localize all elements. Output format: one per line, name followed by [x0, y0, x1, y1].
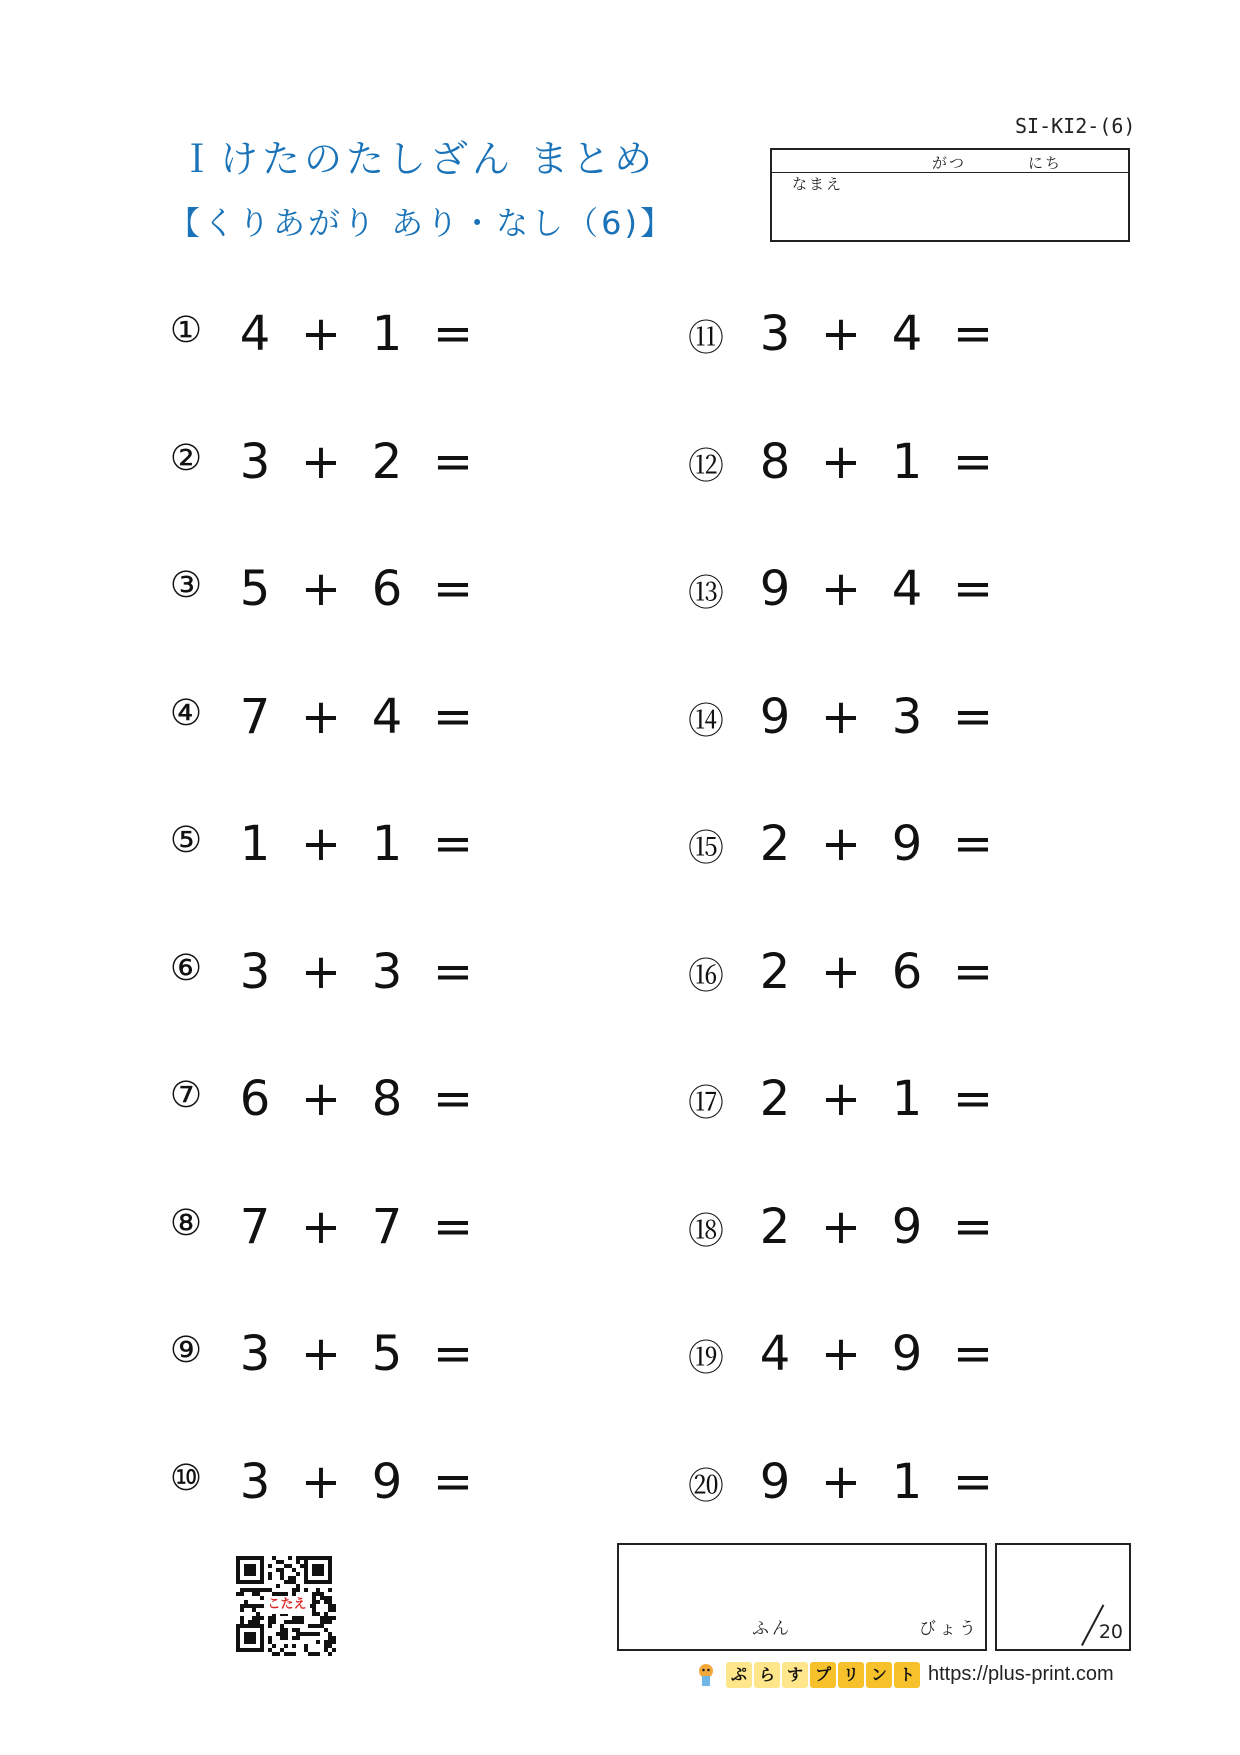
second-addend: 2	[371, 434, 403, 490]
logo-char: ト	[894, 1662, 920, 1688]
problem-number: ⑮	[687, 828, 724, 869]
second-addend: 4	[371, 689, 403, 745]
problem-number: ⑬	[687, 573, 724, 614]
second-addend: 9	[891, 1326, 923, 1382]
first-addend: 3	[239, 1326, 271, 1382]
equals-sign: =	[952, 1199, 994, 1255]
second-addend: 1	[891, 1071, 923, 1127]
problem-item	[682, 434, 1012, 494]
problem-item	[162, 1454, 492, 1514]
equals-sign: =	[432, 816, 474, 872]
minutes-label: ふん	[752, 1619, 792, 1639]
qr-answer-label: こたえ	[264, 1596, 310, 1614]
day-label: にち	[1028, 154, 1063, 172]
equals-sign: =	[432, 434, 474, 490]
second-addend: 9	[891, 816, 923, 872]
first-addend: 9	[759, 561, 791, 617]
problem-number: ⑧	[169, 1203, 203, 1244]
logo-char: ぷ	[726, 1662, 752, 1688]
problem-number: ⑰	[687, 1083, 724, 1124]
problem-item	[682, 1454, 1012, 1514]
problem-number: ④	[169, 693, 203, 734]
problem-number: ②	[169, 438, 203, 479]
problem-item	[682, 944, 1012, 1004]
equals-sign: =	[432, 561, 474, 617]
problem-number: ⑩	[169, 1458, 203, 1499]
problem-item	[162, 1199, 492, 1259]
second-addend: 1	[891, 1454, 923, 1510]
equals-sign: =	[432, 1199, 474, 1255]
first-addend: 2	[759, 944, 791, 1000]
seconds-label: びょう	[919, 1619, 979, 1639]
second-addend: 1	[891, 434, 923, 490]
logo-char: プ	[810, 1662, 836, 1688]
equals-sign: =	[952, 816, 994, 872]
problem-number: ⑪	[687, 318, 724, 359]
equals-sign: =	[432, 1454, 474, 1510]
second-addend: 6	[891, 944, 923, 1000]
problem-item	[682, 306, 1012, 366]
plus-sign: +	[300, 434, 342, 490]
first-addend: 2	[759, 1199, 791, 1255]
plus-sign: +	[820, 1454, 862, 1510]
equals-sign: =	[432, 1071, 474, 1127]
problem-item	[162, 561, 492, 621]
plus-sign: +	[820, 1326, 862, 1382]
problem-number: ①	[169, 310, 203, 351]
logo-char: ら	[754, 1662, 780, 1688]
pencil-mascot-icon	[693, 1662, 719, 1688]
problem-number: ⑯	[687, 956, 724, 997]
problem-item	[682, 1199, 1012, 1259]
plus-sign: +	[820, 1071, 862, 1127]
second-addend: 6	[371, 561, 403, 617]
plus-sign: +	[300, 1199, 342, 1255]
plus-sign: +	[300, 306, 342, 362]
month-label: がつ	[932, 154, 967, 172]
first-addend: 1	[239, 816, 271, 872]
equals-sign: =	[432, 944, 474, 1000]
second-addend: 4	[891, 561, 923, 617]
first-addend: 8	[759, 434, 791, 490]
equals-sign: =	[432, 306, 474, 362]
first-addend: 5	[239, 561, 271, 617]
problem-number: ⑱	[687, 1211, 724, 1252]
plus-sign: +	[820, 561, 862, 617]
problem-item	[682, 1071, 1012, 1131]
plus-sign: +	[300, 689, 342, 745]
problem-item	[162, 434, 492, 494]
answer-qr-code[interactable]	[236, 1556, 336, 1656]
plus-sign: +	[820, 306, 862, 362]
plus-sign: +	[820, 434, 862, 490]
problem-number: ⑤	[169, 820, 203, 861]
plus-sign: +	[300, 1071, 342, 1127]
second-addend: 4	[891, 306, 923, 362]
plus-sign: +	[820, 944, 862, 1000]
second-addend: 7	[371, 1199, 403, 1255]
logo-char: ン	[866, 1662, 892, 1688]
equals-sign: =	[432, 1326, 474, 1382]
problem-item	[682, 561, 1012, 621]
brand-logo	[726, 1662, 922, 1688]
second-addend: 1	[371, 306, 403, 362]
logo-char: リ	[838, 1662, 864, 1688]
second-addend: 1	[371, 816, 403, 872]
problem-item	[682, 816, 1012, 876]
problem-number: ⑨	[169, 1330, 203, 1371]
equals-sign: =	[952, 561, 994, 617]
first-addend: 3	[239, 944, 271, 1000]
problem-number: ⑫	[687, 446, 724, 487]
first-addend: 4	[239, 306, 271, 362]
problem-item	[682, 689, 1012, 749]
worksheet-subtitle: 【くりあがり あり・なし（6)】	[168, 204, 676, 242]
first-addend: 7	[239, 689, 271, 745]
first-addend: 9	[759, 1454, 791, 1510]
score-total: 20	[1098, 1621, 1123, 1643]
equals-sign: =	[952, 1071, 994, 1127]
problem-number: ⑦	[169, 1075, 203, 1116]
worksheet-title: Ｉけたのたしざん まとめ	[178, 137, 657, 181]
first-addend: 6	[239, 1071, 271, 1127]
plus-sign: +	[820, 1199, 862, 1255]
equals-sign: =	[952, 1454, 994, 1510]
problem-item	[162, 944, 492, 1004]
time-box	[617, 1543, 987, 1651]
second-addend: 3	[371, 944, 403, 1000]
plus-sign: +	[300, 816, 342, 872]
problem-number: ③	[169, 565, 203, 606]
problem-number: ⑭	[687, 701, 724, 742]
problem-item	[162, 816, 492, 876]
equals-sign: =	[432, 689, 474, 745]
plus-sign: +	[300, 1326, 342, 1382]
equals-sign: =	[952, 944, 994, 1000]
equals-sign: =	[952, 1326, 994, 1382]
equals-sign: =	[952, 434, 994, 490]
second-addend: 3	[891, 689, 923, 745]
equals-sign: =	[952, 306, 994, 362]
problem-number: ⑲	[687, 1338, 724, 1379]
equals-sign: =	[952, 689, 994, 745]
score-box	[995, 1543, 1131, 1651]
first-addend: 4	[759, 1326, 791, 1382]
first-addend: 2	[759, 1071, 791, 1127]
plus-sign: +	[300, 561, 342, 617]
name-label: なまえ	[792, 175, 844, 193]
first-addend: 9	[759, 689, 791, 745]
first-addend: 3	[759, 306, 791, 362]
problem-item	[162, 1071, 492, 1131]
name-date-box	[770, 148, 1130, 242]
logo-char: す	[782, 1662, 808, 1688]
plus-sign: +	[820, 689, 862, 745]
worksheet-code: SI-KI2-(6)	[1015, 114, 1136, 138]
first-addend: 3	[239, 434, 271, 490]
plus-sign: +	[300, 1454, 342, 1510]
plus-sign: +	[820, 816, 862, 872]
second-addend: 5	[371, 1326, 403, 1382]
first-addend: 2	[759, 816, 791, 872]
first-addend: 7	[239, 1199, 271, 1255]
problem-item	[682, 1326, 1012, 1386]
problem-item	[162, 689, 492, 749]
problem-number: ⑳	[687, 1466, 724, 1507]
second-addend: 8	[371, 1071, 403, 1127]
first-addend: 3	[239, 1454, 271, 1510]
problem-number: ⑥	[169, 948, 203, 989]
second-addend: 9	[891, 1199, 923, 1255]
second-addend: 9	[371, 1454, 403, 1510]
problem-item	[162, 1326, 492, 1386]
plus-sign: +	[300, 944, 342, 1000]
problem-item	[162, 306, 492, 366]
site-url[interactable]: https://plus-print.com	[928, 1663, 1114, 1685]
footer-brand	[690, 1660, 1130, 1690]
